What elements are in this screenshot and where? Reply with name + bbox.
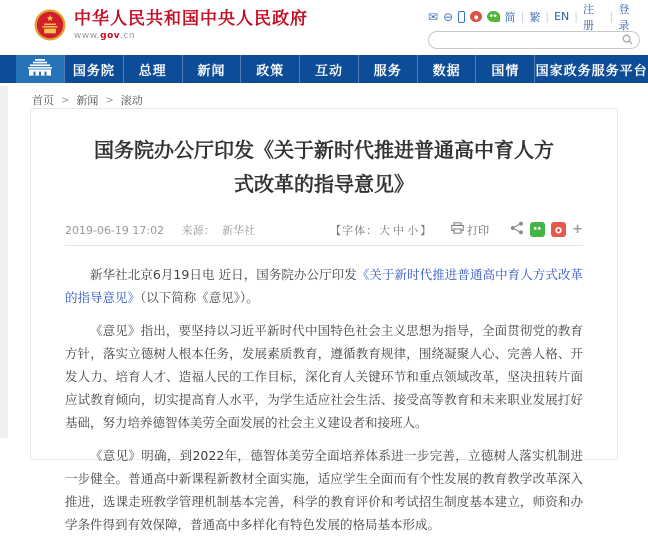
nav-item-services[interactable]: 服务 <box>358 55 417 83</box>
printer-icon <box>451 222 464 237</box>
nav-item-premier[interactable]: 总理 <box>123 55 182 83</box>
national-emblem-icon <box>34 9 66 41</box>
wechat-share-icon[interactable] <box>530 222 545 237</box>
lang-english-link[interactable]: EN <box>554 10 570 23</box>
weibo-share-icon[interactable] <box>551 222 566 237</box>
utility-row <box>428 2 640 32</box>
print-button[interactable] <box>451 222 489 238</box>
tiananmen-home-icon <box>25 59 55 80</box>
register-link[interactable]: 注册 <box>583 2 594 32</box>
article-card <box>30 108 618 532</box>
link-separator: | <box>609 10 614 23</box>
site-logo-link[interactable] <box>34 9 308 41</box>
article-meta-left <box>65 222 255 238</box>
font-size-close: 】 <box>420 223 433 237</box>
paragraph-2: 《意见》指出，要坚持以习近平新时代中国特色社会主义思想为指导，全面贯彻党的教育方针，落实立德树人根本任务，发展素质教育，遵循教育规律，围绕凝聚人心、完善人格、开发人力、培育人才、造福人民的工作目标，深化育人关键环节和重点领域改革，坚决扭转片面应试教育倾向，切实提高育人水平，为学生适应社会生活、接受高等教育和未来职业发展打好基础，努力培养德智体美劳全面发展的社会主义建设者和接班人。 <box>65 323 583 430</box>
paragraph-1 <box>65 263 583 309</box>
document-link[interactable]: 《关于新时代推进普通高中育人方式改革的指导意见》 <box>65 267 583 305</box>
link-separator: | <box>520 10 525 23</box>
nav-home-button[interactable] <box>16 55 64 83</box>
site-url-suffix: .cn <box>120 31 136 41</box>
mail-icon[interactable]: ✉ <box>428 9 439 24</box>
search-box <box>428 31 640 49</box>
font-size-control <box>330 222 432 238</box>
article-meta-row <box>65 221 583 238</box>
nav-item-news[interactable]: 新闻 <box>182 55 241 83</box>
page-edge-strip <box>0 86 8 438</box>
p1-suffix: （以下简称《意见》）。 <box>140 290 259 305</box>
source-label: 来源： <box>181 223 215 237</box>
site-url <box>74 31 308 41</box>
site-url-gov: gov <box>100 31 121 41</box>
search-button[interactable] <box>622 33 633 48</box>
breadcrumb-separator: > <box>61 94 70 106</box>
font-size-medium[interactable]: 中 <box>393 223 406 237</box>
nav-item-policy[interactable]: 政策 <box>240 55 299 83</box>
font-size-large[interactable]: 大 <box>379 223 392 237</box>
search-input[interactable] <box>439 35 622 46</box>
paragraph-3: 《意见》明确，到2022年，德智体美劳全面培养体系进一步完善，立德树人落实机制进一步健全。普通高中新课程新教材全面实施，适应学生全面而有个性发展的教育教学改革深入推进，选课走班教学管理机制基本完善，科学的教育评价和考试招生制度基本建立，师资和办学条件得到有效保障，普通高中多样化有特色发展的格局基本形成。 <box>65 448 583 532</box>
p1-prefix: 新华社北京6月19日电 近日，国务院办公厅印发 <box>90 267 357 282</box>
search-icon <box>622 33 633 48</box>
more-share-button[interactable]: + <box>572 222 583 237</box>
breadcrumb-news[interactable]: 新闻 <box>76 94 99 107</box>
article-toolbar <box>330 221 583 238</box>
login-link[interactable]: 登录 <box>618 2 630 32</box>
nav-item-national-conditions[interactable]: 国情 <box>475 55 534 83</box>
accessibility-icon[interactable]: ⊖ <box>443 9 454 24</box>
font-size-small[interactable]: 小 <box>407 223 420 237</box>
breadcrumb-separator: > <box>105 94 114 106</box>
nav-item-data[interactable]: 数据 <box>417 55 476 83</box>
lang-simplified-link[interactable]: 简 <box>504 10 516 24</box>
brand-text <box>74 9 308 41</box>
site-title: 中华人民共和国中央人民政府 <box>74 9 308 29</box>
wechat-icon[interactable] <box>487 11 500 22</box>
nav-item-interaction[interactable]: 互动 <box>299 55 358 83</box>
nav-item-gov-service-platform[interactable]: 国家政务服务平台 <box>534 55 648 83</box>
font-size-open: 【字体： <box>330 223 379 237</box>
weibo-icon[interactable] <box>470 11 482 22</box>
link-separator: | <box>545 10 550 23</box>
header-utilities <box>428 2 640 49</box>
share-group <box>510 221 583 238</box>
breadcrumb-rolling[interactable]: 滚动 <box>120 94 143 107</box>
site-url-prefix: www. <box>74 31 101 41</box>
nav-item-state-council[interactable]: 国务院 <box>64 55 123 83</box>
article-body <box>65 263 583 536</box>
breadcrumb-home[interactable]: 首页 <box>32 94 54 107</box>
publish-datetime: 2019-06-19 17:02 <box>65 223 165 237</box>
mobile-icon[interactable] <box>458 11 465 23</box>
breadcrumb <box>32 92 648 108</box>
link-separator: | <box>574 10 578 23</box>
main-nav <box>0 55 648 83</box>
lang-traditional-link[interactable]: 繁 <box>529 10 541 24</box>
article-title: 国务院办公厅印发《关于新时代推进普通高中育人方式改革的指导意见》 <box>94 138 554 196</box>
meta-divider <box>65 245 583 246</box>
share-icon[interactable] <box>510 221 524 238</box>
print-label: 打印 <box>467 223 490 237</box>
site-header <box>0 0 648 55</box>
source-value: 新华社 <box>222 223 256 237</box>
